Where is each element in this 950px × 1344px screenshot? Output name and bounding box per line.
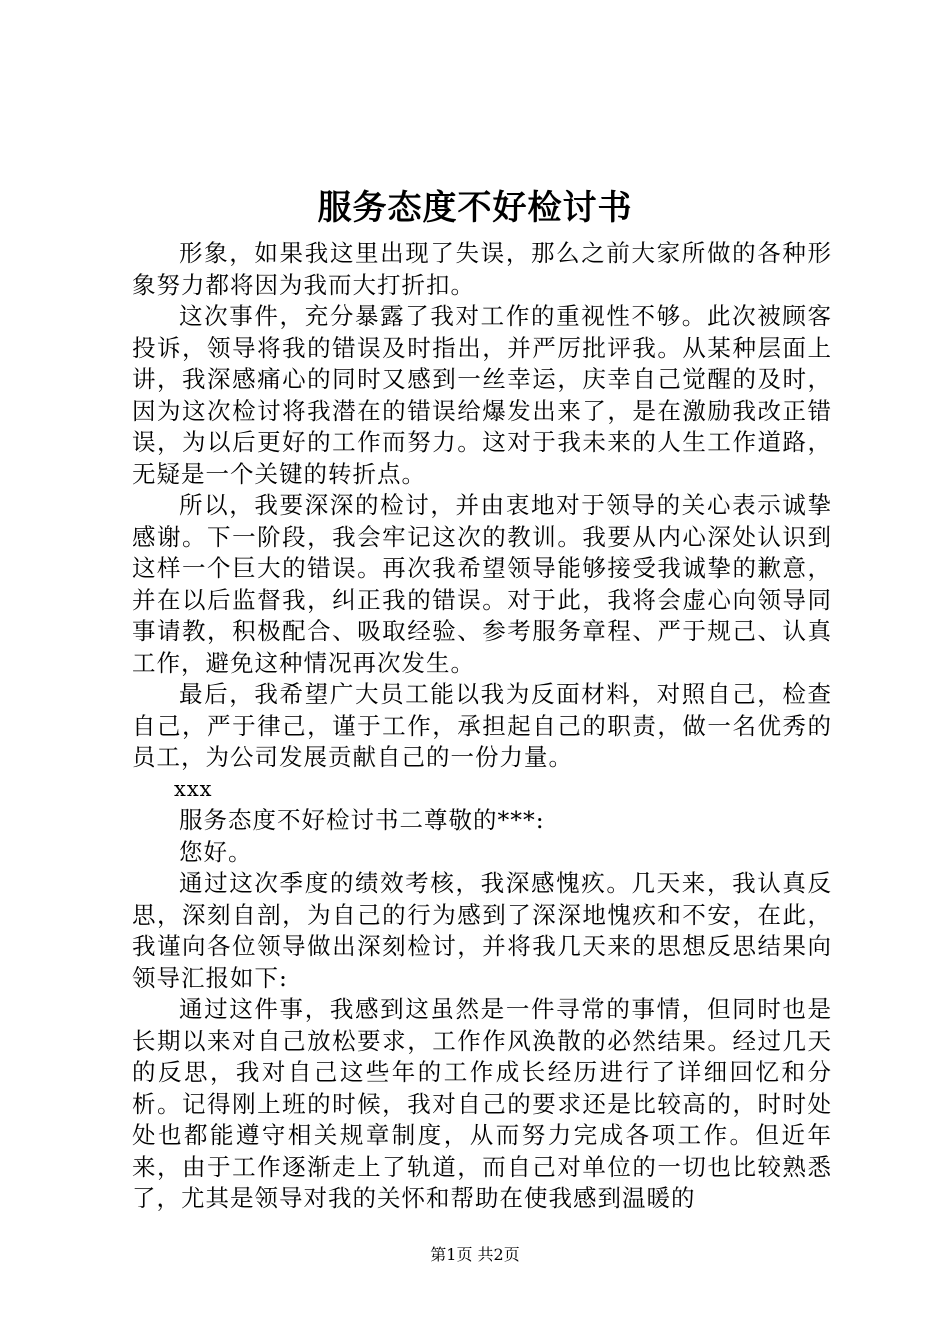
paragraph-2: 这次事件，充分暴露了我对工作的重视性不够。此次被顾客投诉，领导将我的错误及时指出，并严厉批评我。从某种层面上讲，我深感痛心的同时又感到一丝幸运，庆幸自己觉醒的及时，因为这次检讨将我潜在的错误给爆发出来了，是在激励我改正错误，为以后更好的工作而努力。这对于我未来的人生工作道路，无疑是一个关键的转折点。 [132, 302, 832, 488]
paragraph-1: 形象，如果我这里出现了失误，那么之前大家所做的各种形象努力都将因为我而大打折扣。 [132, 239, 832, 299]
document-body [132, 238, 832, 1215]
paragraph-6: 通过这件事，我感到这虽然是一件寻常的事情，但同时也是长期以来对自己放松要求，工作作风涣散的必然结果。经过几天的反思，我对自己这些年的工作成长经历进行了详细回忆和分析。记得刚上班的时候，我对自己的要求还是比较高的，时时处处也都能遵守相关规章制度，从而努力完成各项工作。但近年来，由于工作逐渐走上了轨道，而自己对单位的一切也比较熟悉了，尤其是领导对我的关怀和帮助在使我感到温暖的 [132, 995, 832, 1212]
paragraph-5: 通过这次季度的绩效考核，我深感愧疚。几天来，我认真反思，深刻自剖，为自己的行为感到了深深地愧疚和不安，在此，我谨向各位领导做出深刻检讨，并将我几天来的思想反思结果向领导汇报如下: [132, 869, 832, 992]
paragraph-3: 所以，我要深深的检讨，并由衷地对于领导的关心表示诚挚感谢。下一阶段，我会牢记这次的教训。我要从内心深处认识到这样一个巨大的错误。再次我希望领导能够接受我诚挚的歉意，并在以后监督我，纠正我的错误。对于此，我将会虚心向领导同事请教，积极配合、吸取经验、参考服务章程、严于规己、认真工作，避免这种情况再次发生。 [132, 491, 832, 677]
signature-xxx: xxx [174, 776, 213, 801]
section-2-heading: 服务态度不好检讨书二尊敬的***: [179, 806, 545, 834]
document-title: 服务态度不好检讨书 [317, 188, 633, 228]
greeting: 您好。 [179, 837, 253, 866]
paragraph-4: 最后，我希望广大员工能以我为反面材料，对照自己，检查自己，严于律己，谨于工作，承担起自己的职责，做一名优秀的员工，为公司发展贡献自己的一份力量。 [132, 680, 832, 771]
page-footer: 第1页 共2页 [430, 1245, 520, 1264]
